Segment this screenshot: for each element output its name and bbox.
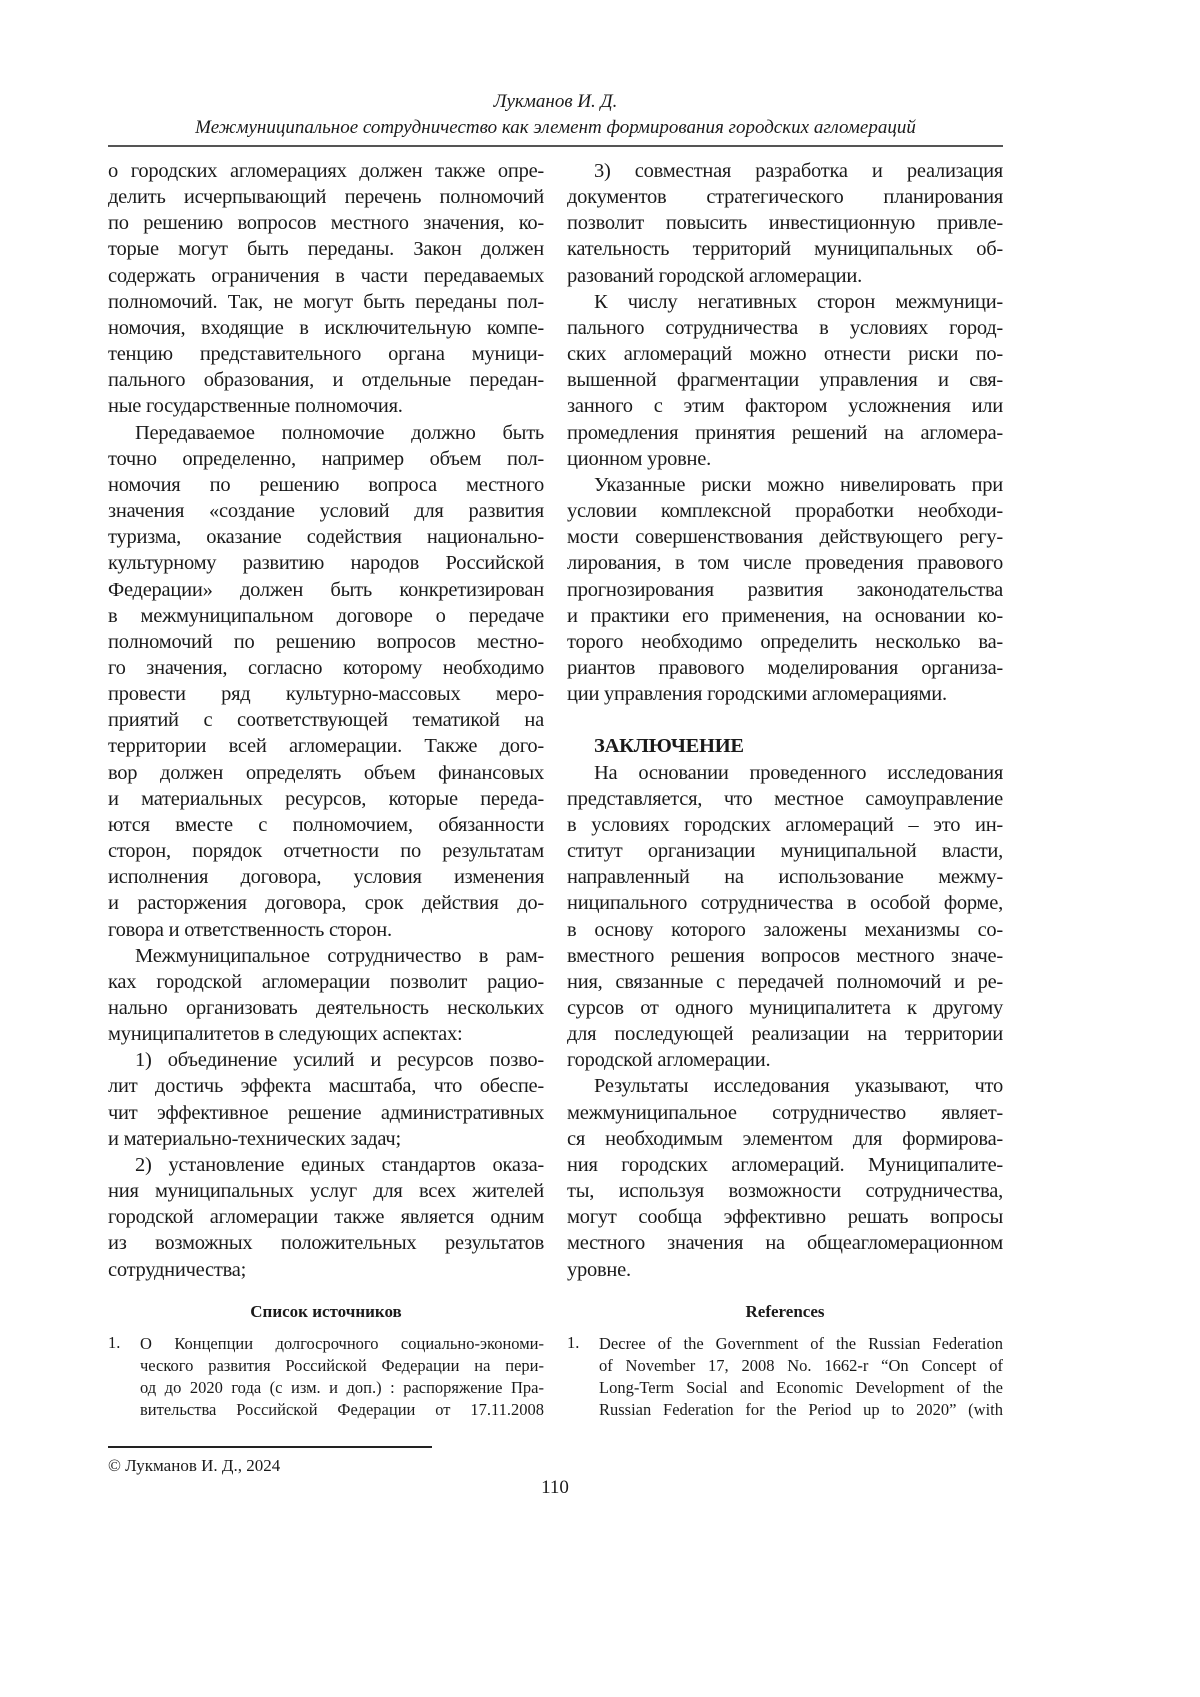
- reference-line: ческого развития Российской Федерации на пери-: [140, 1355, 544, 1377]
- header-rule: [108, 145, 1003, 147]
- text-line: точно определенно, например объем пол-: [108, 446, 544, 472]
- text-line: направленный на использование межму-: [567, 864, 1003, 890]
- text-line: пального сотрудничества в условиях город-: [567, 315, 1003, 341]
- text-line: ках городской агломерации позволит рацио-: [108, 969, 544, 995]
- text-line: провести ряд культурно-массовых меро-: [108, 681, 544, 707]
- text-line: К числу негативных сторон межмуници-: [567, 289, 1003, 315]
- text-line: 2) установление единых стандартов оказа-: [108, 1152, 544, 1178]
- text-line: говора и ответственность сторон.: [108, 917, 544, 943]
- text-line: и материальных ресурсов, которые переда-: [108, 786, 544, 812]
- text-line: муниципалитетов в следующих аспектах:: [108, 1021, 544, 1047]
- reference-en-item: [567, 1333, 1003, 1421]
- text-line: сторон, порядок отчетности по результатам: [108, 838, 544, 864]
- text-line: ные государственные полномочия.: [108, 393, 544, 419]
- text-line: На основании проведенного исследования: [567, 760, 1003, 786]
- text-line: и материально-технических задач;: [108, 1126, 544, 1152]
- text-line: и практики его применения, на основании ко-: [567, 603, 1003, 629]
- text-line: торого необходимо определить несколько ва-: [567, 629, 1003, 655]
- text-line: вместного решения вопросов местного значе-: [567, 943, 1003, 969]
- text-line: ния городских агломераций. Муниципалите-: [567, 1152, 1003, 1178]
- text-line: в условиях городских агломераций – это ин-: [567, 812, 1003, 838]
- text-line: занного с этим фактором усложнения или: [567, 393, 1003, 419]
- reference-line: Decree of the Government of the Russian Federation: [599, 1333, 1003, 1355]
- text-line: ционном уровне.: [567, 446, 1003, 472]
- text-line: ты, используя возможности сотрудничества,: [567, 1178, 1003, 1204]
- text-line: торые могут быть переданы. Закон должен: [108, 236, 544, 262]
- text-line: условии комплексной проработки необходи-: [567, 498, 1003, 524]
- reference-ru-item: [108, 1333, 544, 1421]
- text-line: риантов правового моделирования организа-: [567, 655, 1003, 681]
- text-line: разований городской агломерации.: [567, 263, 1003, 289]
- text-line: го значения, согласно которому необходимо: [108, 655, 544, 681]
- text-line: номочия по решению вопроса местного: [108, 472, 544, 498]
- text-line: полномочий по решению вопросов местно-: [108, 629, 544, 655]
- text-line: в основу которого заложены механизмы со-: [567, 917, 1003, 943]
- text-line: представляется, что местное самоуправление: [567, 786, 1003, 812]
- paragraph-spacer: [567, 707, 1003, 733]
- text-line: 1) объединение усилий и ресурсов позво-: [108, 1047, 544, 1073]
- text-line: вор должен определять объем финансовых: [108, 760, 544, 786]
- text-line: городской агломерации.: [567, 1047, 1003, 1073]
- text-line: городской агломерации также является одним: [108, 1204, 544, 1230]
- text-line: ниципального сотрудничества в особой форме,: [567, 890, 1003, 916]
- reference-number: 1.: [108, 1333, 120, 1353]
- text-line: исполнения договора, условия изменения: [108, 864, 544, 890]
- section-heading: ЗАКЛЮЧЕНИЕ: [567, 733, 1003, 759]
- text-line: документов стратегического планирования: [567, 184, 1003, 210]
- text-line: кательность территорий муниципальных об-: [567, 236, 1003, 262]
- text-line: территории всей агломерации. Также дого-: [108, 733, 544, 759]
- references-en-title: References: [567, 1302, 1003, 1322]
- text-line: в межмуниципальном договоре о передаче: [108, 603, 544, 629]
- text-line: мости совершенствования действующего регу-: [567, 524, 1003, 550]
- text-line: нально организовать деятельность нескольких: [108, 995, 544, 1021]
- left-text-column: [108, 158, 544, 1283]
- text-line: сотрудничества;: [108, 1257, 544, 1283]
- text-line: чит эффективное решение административных: [108, 1100, 544, 1126]
- right-text-column: [567, 158, 1003, 1283]
- reference-line: Long-Term Social and Economic Development of the: [599, 1377, 1003, 1399]
- text-line: местного значения на общеагломерационном: [567, 1230, 1003, 1256]
- text-line: ются вместе с полномочием, обязанности: [108, 812, 544, 838]
- text-line: для последующей реализации на территории: [567, 1021, 1003, 1047]
- text-line: значения «создание условий для развития: [108, 498, 544, 524]
- text-line: тенцию представительного органа муници-: [108, 341, 544, 367]
- text-line: лирования, в том числе проведения правового: [567, 550, 1003, 576]
- reference-line: О Концепции долгосрочного социально-экономи-: [140, 1333, 544, 1355]
- text-line: сурсов от одного муниципалитета к другому: [567, 995, 1003, 1021]
- text-line: культурному развитию народов Российской: [108, 550, 544, 576]
- reference-line: вительства Российской Федерации от 17.11.2008: [140, 1399, 544, 1421]
- text-line: позволит повысить инвестиционную привле-: [567, 210, 1003, 236]
- text-line: о городских агломерациях должен также опре-: [108, 158, 544, 184]
- text-line: полномочий. Так, не могут быть переданы пол-: [108, 289, 544, 315]
- text-line: могут сообща эффективно решать вопросы: [567, 1204, 1003, 1230]
- text-line: ния, связанные с передачей полномочий и ре-: [567, 969, 1003, 995]
- text-line: туризма, оказание содействия национально-: [108, 524, 544, 550]
- text-line: Межмуниципальное сотрудничество в рам-: [108, 943, 544, 969]
- text-line: номочия, входящие в исключительную компе-: [108, 315, 544, 341]
- text-line: содержать ограничения в части передаваемых: [108, 263, 544, 289]
- text-line: Федерации» должен быть конкретизирован: [108, 577, 544, 603]
- text-line: приятий с соответствующей тематикой на: [108, 707, 544, 733]
- text-line: вышенной фрагментации управления и свя-: [567, 367, 1003, 393]
- text-line: ститут организации муниципальной власти,: [567, 838, 1003, 864]
- reference-line: од до 2020 года (с изм. и доп.) : распоряжение Пра-: [140, 1377, 544, 1399]
- running-header-author: Лукманов И. Д.: [108, 91, 1003, 113]
- reference-number: 1.: [567, 1333, 579, 1353]
- references-ru-title: Список источников: [108, 1302, 544, 1322]
- page-number: 110: [0, 1477, 1110, 1499]
- text-line: по решению вопросов местного значения, ко-: [108, 210, 544, 236]
- text-line: ся необходимым элементом для формирова-: [567, 1126, 1003, 1152]
- text-line: ния муниципальных услуг для всех жителей: [108, 1178, 544, 1204]
- text-line: уровне.: [567, 1257, 1003, 1283]
- running-header-title: Межмуниципальное сотрудничество как элемент формирования городских агломераций: [108, 117, 1003, 139]
- text-line: делить исчерпывающий перечень полномочий: [108, 184, 544, 210]
- footnote-rule: [108, 1446, 432, 1448]
- text-line: Передаваемое полномочие должно быть: [108, 420, 544, 446]
- text-line: 3) совместная разработка и реализация: [567, 158, 1003, 184]
- text-line: Указанные риски можно нивелировать при: [567, 472, 1003, 498]
- text-line: и расторжения договора, срок действия до-: [108, 890, 544, 916]
- text-line: прогнозирования развития законодательства: [567, 577, 1003, 603]
- text-line: ских агломераций можно отнести риски по-: [567, 341, 1003, 367]
- text-line: Результаты исследования указывают, что: [567, 1073, 1003, 1099]
- text-line: лит достичь эффекта масштаба, что обеспе-: [108, 1073, 544, 1099]
- text-line: ции управления городскими агломерациями.: [567, 681, 1003, 707]
- reference-line: of November 17, 2008 No. 1662-r “On Concept of: [599, 1355, 1003, 1377]
- reference-line: Russian Federation for the Period up to 2020” (with: [599, 1399, 1003, 1421]
- text-line: пального образования, и отдельные передан-: [108, 367, 544, 393]
- copyright-footnote: © Лукманов И. Д., 2024: [108, 1456, 280, 1476]
- text-line: промедления принятия решений на агломера-: [567, 420, 1003, 446]
- text-line: из возможных положительных результатов: [108, 1230, 544, 1256]
- text-line: межмуниципальное сотрудничество являет-: [567, 1100, 1003, 1126]
